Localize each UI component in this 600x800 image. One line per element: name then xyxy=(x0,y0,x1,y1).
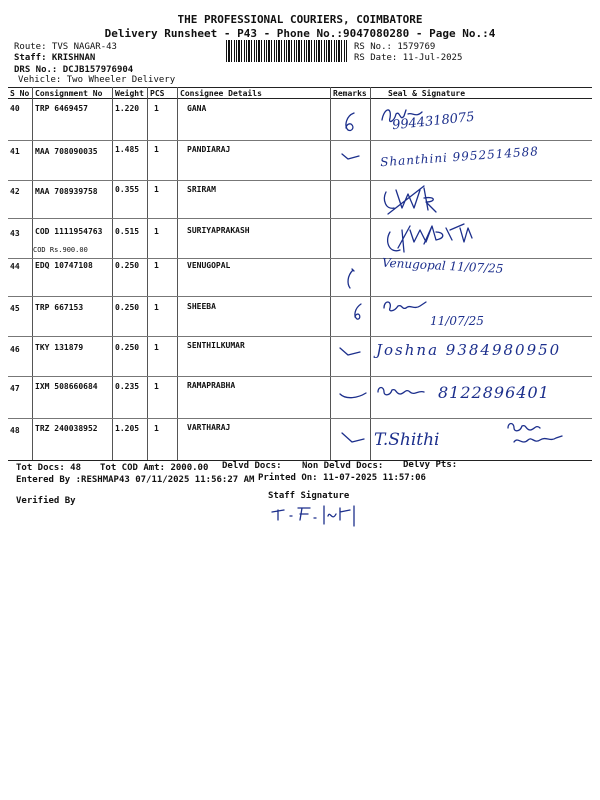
row-sno: 46 xyxy=(10,345,20,354)
row-consignee: SRIRAM xyxy=(187,185,216,194)
row-sno: 45 xyxy=(10,304,20,313)
printed-on: Printed On: 11-07-2025 11:57:06 xyxy=(258,473,426,483)
col-sno: S No xyxy=(10,89,30,98)
row-consignee: SURIYAPRAKASH xyxy=(187,226,250,235)
remark-mark-44 xyxy=(343,268,357,290)
cod-note: COD Rs.900.00 xyxy=(33,246,88,254)
row-consignment: MAA 708090035 xyxy=(35,147,98,156)
row-weight: 0.515 xyxy=(115,227,140,236)
row-pcs: 1 xyxy=(154,303,159,312)
handwriting-41: Shanthini 9952514588 xyxy=(379,144,540,170)
remark-tick-46 xyxy=(338,345,362,361)
route-label: Route: TVS NAGAR-43 xyxy=(14,42,117,52)
row-pcs: 1 xyxy=(154,104,159,113)
handwriting-45: 11/07/25 xyxy=(430,314,484,328)
rs-date: RS Date: 11-Jul-2025 xyxy=(354,53,463,63)
remark-tick-47 xyxy=(338,388,368,402)
row-weight: 1.220 xyxy=(115,104,140,113)
col-seal-signature: Seal & Signature xyxy=(388,89,466,98)
delvy-pts: Delvy Pts: xyxy=(403,460,458,470)
row-pcs: 1 xyxy=(154,145,159,154)
vehicle-label: Vehicle: Two Wheeler Delivery xyxy=(18,75,176,85)
signature-45 xyxy=(380,296,440,316)
runsheet-title: Delivery Runsheet - P43 - Phone No.:9047080280 - Page No.:4 xyxy=(104,27,496,40)
row-consignment: COD 1111954763 xyxy=(35,227,103,236)
row-consignment: MAA 708939758 xyxy=(35,187,98,196)
row-consignee: VARTHARAJ xyxy=(187,423,231,432)
entered-by: Entered By :RESHMAP43 07/11/2025 11:56:27 AM xyxy=(16,475,255,485)
handwriting-48: T.Shithi xyxy=(374,430,440,450)
row-consignment: EDQ 10747108 xyxy=(35,261,93,270)
row-weight: 0.250 xyxy=(115,261,140,270)
row-weight: 0.250 xyxy=(115,303,140,312)
signature-48-extra xyxy=(500,418,580,454)
handwriting-40: 9944318075 xyxy=(391,109,476,134)
row-pcs: 1 xyxy=(154,424,159,433)
handwriting-46: Joshna 9384980950 xyxy=(376,341,562,359)
remark-mark-45 xyxy=(350,302,366,322)
row-weight: 1.205 xyxy=(115,424,140,433)
col-remarks: Remarks xyxy=(333,89,367,98)
tot-docs: Tot Docs: 48 xyxy=(16,463,82,473)
handwriting-44: Venugopal 11/07/25 xyxy=(381,255,504,276)
row-sno: 40 xyxy=(10,104,20,113)
row-pcs: 1 xyxy=(154,382,159,391)
verified-by: Verified By xyxy=(16,496,76,506)
row-weight: 0.235 xyxy=(115,382,140,391)
row-weight: 0.250 xyxy=(115,343,140,352)
handwriting-47: 8122896401 xyxy=(438,383,550,402)
row-consignment: TKY 131879 xyxy=(35,343,84,352)
row-pcs: 1 xyxy=(154,261,159,270)
rs-no: RS No.: 1579769 xyxy=(354,42,436,52)
row-weight: 1.485 xyxy=(115,145,140,154)
col-weight: Weight xyxy=(115,89,144,98)
row-sno: 41 xyxy=(10,147,20,156)
row-weight: 0.355 xyxy=(115,185,140,194)
row-consignee: RAMAPRABHA xyxy=(187,381,236,390)
col-consignment: Consignment No xyxy=(35,89,103,98)
row-sno: 47 xyxy=(10,384,20,393)
row-sno: 43 xyxy=(10,229,20,238)
row-consignee: GANA xyxy=(187,104,207,113)
row-consignee: SENTHILKUMAR xyxy=(187,341,245,350)
staff-label: Staff: KRISHNAN xyxy=(14,53,96,63)
row-sno: 42 xyxy=(10,187,20,196)
row-sno: 44 xyxy=(10,262,20,271)
row-consignee: PANDIARAJ xyxy=(187,145,231,154)
row-consignment: TRP 667153 xyxy=(35,303,84,312)
row-consignment: IXM 508660684 xyxy=(35,382,98,391)
row-consignment: TRP 6469457 xyxy=(35,104,88,113)
drs-label: DRS No.: DCJB157976904 xyxy=(14,65,134,75)
row-consignee: SHEEBA xyxy=(187,302,216,311)
delvd-docs: Delvd Docs: xyxy=(222,461,282,471)
remark-tick-41 xyxy=(340,150,362,164)
tot-cod-amt: Tot COD Amt: 2000.00 xyxy=(100,463,209,473)
signature-47 xyxy=(374,382,432,400)
row-pcs: 1 xyxy=(154,227,159,236)
staff-signature-label: Staff Signature xyxy=(268,491,350,501)
non-delvd-docs: Non Delvd Docs: xyxy=(302,461,384,471)
company-title: THE PROFESSIONAL COURIERS, COIMBATORE xyxy=(177,13,423,26)
row-pcs: 1 xyxy=(154,185,159,194)
row-consignment: TRZ 240038952 xyxy=(35,424,98,433)
row-sno: 48 xyxy=(10,426,20,435)
barcode xyxy=(226,40,348,62)
row-pcs: 1 xyxy=(154,343,159,352)
remark-tick-48 xyxy=(340,430,366,448)
col-consignee: Consignee Details xyxy=(180,89,262,98)
remark-mark-40 xyxy=(340,110,360,134)
row-consignee: VENUGOPAL xyxy=(187,261,231,270)
col-pcs: PCS xyxy=(150,89,165,98)
